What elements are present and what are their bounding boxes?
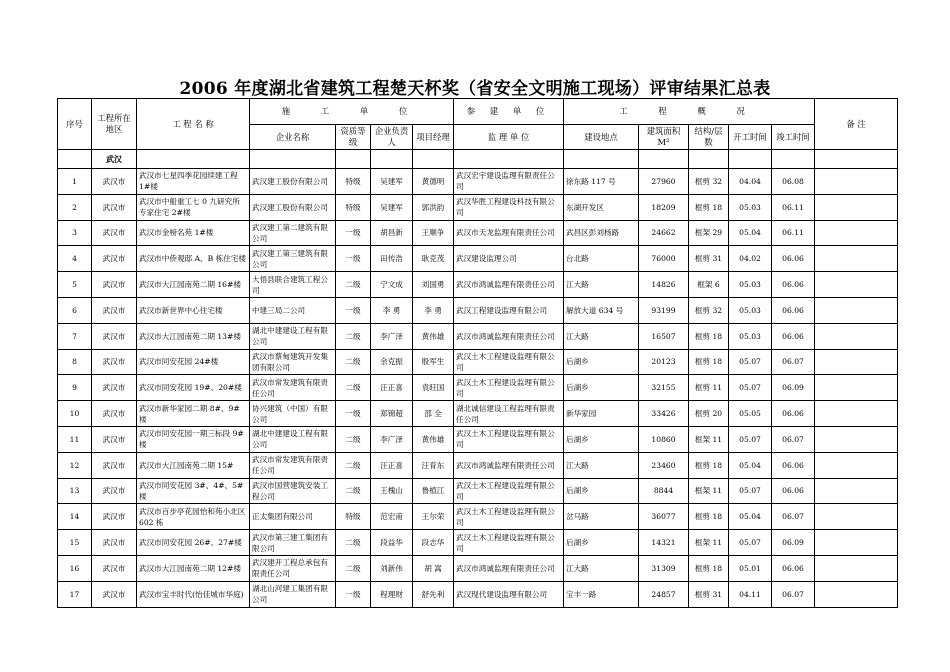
cell-end-time: 06.07 xyxy=(772,504,815,530)
cell-region: 武汉市 xyxy=(92,555,137,581)
cell-end-time: 06.06 xyxy=(772,323,815,349)
cell-project-manager: 鲁植江 xyxy=(413,478,454,504)
cell-region: 武汉市 xyxy=(92,530,137,556)
cell-supervision-unit: 武汉土木工程建设监理有限公司 xyxy=(454,426,564,452)
cell-structure-floors: 框架 29 xyxy=(689,220,729,246)
cell-project-manager: 王顺争 xyxy=(413,220,454,246)
header-region: 工程所在地区 xyxy=(92,99,137,150)
cell-project-name: 武汉市大江园南苑二期 13#楼 xyxy=(137,323,250,349)
cell-end-time: 06.09 xyxy=(772,375,815,401)
cell-project-name: 武汉市同安花园 24#楼 xyxy=(137,349,250,375)
cell-start-time: 05.01 xyxy=(729,555,772,581)
cell-seq: 10 xyxy=(58,401,92,427)
cell-qualification: 特级 xyxy=(336,194,371,220)
cell-location: 岔马路 xyxy=(564,504,639,530)
cell-region: 武汉市 xyxy=(92,246,137,272)
cell-project-name: 武汉市大江园南苑二期 12#楼 xyxy=(137,555,250,581)
cell-building-area: 36077 xyxy=(639,504,689,530)
cell-location: 后湖乡 xyxy=(564,426,639,452)
cell-company-head: 余克振 xyxy=(371,349,413,375)
header-construction-unit: 施 工 单 位 xyxy=(250,99,454,125)
cell-region: 武汉市 xyxy=(92,581,137,607)
cell-start-time: 05.04 xyxy=(729,452,772,478)
cell-supervision-unit: 武汉市鸿诚监理有限责任公司 xyxy=(454,323,564,349)
cell-seq: 14 xyxy=(58,504,92,530)
cell-project-manager: 黄伟雄 xyxy=(413,426,454,452)
cell-company-head: 田传浩 xyxy=(371,246,413,272)
cell-end-time: 06.06 xyxy=(772,452,815,478)
cell-remarks xyxy=(815,530,898,556)
cell-project-manager: 胡 嵩 xyxy=(413,555,454,581)
cell-building-area: 32155 xyxy=(639,375,689,401)
cell-qualification: 二级 xyxy=(336,530,371,556)
cell-supervision-unit: 武汉华胜工程建设科技有限公司 xyxy=(454,194,564,220)
cell-structure-floors: 框架 11 xyxy=(689,426,729,452)
header-location: 建设地点 xyxy=(564,125,639,150)
cell-company-name: 武汉市蔡甸建筑开发集团有限公司 xyxy=(250,349,336,375)
cell-region: 武汉市 xyxy=(92,375,137,401)
cell-seq: 12 xyxy=(58,452,92,478)
region-group-label: 武汉 xyxy=(92,150,137,169)
header-building-area: 建筑面积 M² xyxy=(639,125,689,150)
cell-building-area: 24857 xyxy=(639,581,689,607)
cell-company-head: 汪正喜 xyxy=(371,375,413,401)
header-participating-unit: 参 建 单 位 xyxy=(454,99,564,125)
cell-company-head: 汪正喜 xyxy=(371,452,413,478)
cell-building-area: 93199 xyxy=(639,297,689,323)
table-row xyxy=(58,169,898,195)
cell-company-name: 中建三局二公司 xyxy=(250,297,336,323)
cell-end-time: 06.06 xyxy=(772,272,815,298)
cell-building-area: 24662 xyxy=(639,220,689,246)
cell-end-time: 06.08 xyxy=(772,169,815,195)
cell-qualification: 二级 xyxy=(336,426,371,452)
header-seq: 序号 xyxy=(58,99,92,150)
cell-structure-floors: 框剪 18 xyxy=(689,452,729,478)
cell-location: 江大路 xyxy=(564,452,639,478)
cell-region: 武汉市 xyxy=(92,349,137,375)
cell-location: 后湖乡 xyxy=(564,530,639,556)
table-row xyxy=(58,504,898,530)
cell-structure-floors: 框剪 32 xyxy=(689,169,729,195)
cell-location: 宝丰一路 xyxy=(564,581,639,607)
cell-company-head: 刘新伟 xyxy=(371,555,413,581)
cell-location: 江大路 xyxy=(564,555,639,581)
cell-remarks xyxy=(815,349,898,375)
cell-start-time: 05.03 xyxy=(729,272,772,298)
cell-project-name: 武汉市同安花园 19#、20#楼 xyxy=(137,375,250,401)
cell-start-time: 05.07 xyxy=(729,375,772,401)
cell-remarks xyxy=(815,272,898,298)
cell-qualification: 二级 xyxy=(336,555,371,581)
cell-region: 武汉市 xyxy=(92,478,137,504)
cell-building-area: 23460 xyxy=(639,452,689,478)
cell-remarks xyxy=(815,323,898,349)
cell-building-area: 33426 xyxy=(639,401,689,427)
cell-building-area: 8844 xyxy=(639,478,689,504)
table-row xyxy=(58,375,898,401)
cell-company-name: 武汉市国营建筑安装工程公司 xyxy=(250,478,336,504)
cell-qualification: 一级 xyxy=(336,297,371,323)
cell-qualification: 特级 xyxy=(336,169,371,195)
cell-company-head: 李广泽 xyxy=(371,323,413,349)
cell-company-name: 大悟县联合建筑工程公司 xyxy=(250,272,336,298)
cell-end-time: 06.06 xyxy=(772,555,815,581)
cell-remarks xyxy=(815,246,898,272)
cell-project-name: 武汉市同安花园 3#、4#、5#楼 xyxy=(137,478,250,504)
cell-region: 武汉市 xyxy=(92,297,137,323)
cell-remarks xyxy=(815,581,898,607)
cell-remarks xyxy=(815,478,898,504)
cell-company-name: 武汉建开工程总承包有限责任公司 xyxy=(250,555,336,581)
header-company-name: 企业名称 xyxy=(250,125,336,150)
cell-supervision-unit: 武汉工程建设监理有限公司 xyxy=(454,297,564,323)
cell-company-name: 武汉市常发建筑有限责任公司 xyxy=(250,452,336,478)
table-row xyxy=(58,530,898,556)
cell-building-area: 27960 xyxy=(639,169,689,195)
cell-company-head: 吴建军 xyxy=(371,194,413,220)
cell-project-name: 武汉市同安花园 26#、27#楼 xyxy=(137,530,250,556)
table-row xyxy=(58,581,898,607)
header-remarks: 备 注 xyxy=(815,99,898,150)
cell-company-name: 正太集团有限公司 xyxy=(250,504,336,530)
cell-supervision-unit: 武汉土木工程建设监理有限公司 xyxy=(454,349,564,375)
cell-start-time: 05.05 xyxy=(729,401,772,427)
cell-seq: 17 xyxy=(58,581,92,607)
cell-project-manager: 黄伟雄 xyxy=(413,323,454,349)
cell-supervision-unit: 武汉土木工程建设监理有限公司 xyxy=(454,478,564,504)
cell-end-time: 06.06 xyxy=(772,297,815,323)
cell-start-time: 04.04 xyxy=(729,169,772,195)
cell-structure-floors: 框剪 18 xyxy=(689,194,729,220)
cell-building-area: 16507 xyxy=(639,323,689,349)
cell-project-name: 武汉市大江园南苑二期 15# xyxy=(137,452,250,478)
cell-seq: 13 xyxy=(58,478,92,504)
cell-start-time: 05.07 xyxy=(729,349,772,375)
cell-company-head: 宁文成 xyxy=(371,272,413,298)
cell-location: 后湖乡 xyxy=(564,478,639,504)
cell-company-head: 段益华 xyxy=(371,530,413,556)
cell-end-time: 06.07 xyxy=(772,349,815,375)
cell-structure-floors: 框架 6 xyxy=(689,272,729,298)
cell-company-name: 武汉建工第三建筑有限公司 xyxy=(250,246,336,272)
cell-project-name: 武汉市宝丰时代(怡佳城市华庭) xyxy=(137,581,250,607)
header-company-head: 企业负责人 xyxy=(371,125,413,150)
cell-structure-floors: 框剪 18 xyxy=(689,323,729,349)
cell-location: 武昌区彭刘杨路 xyxy=(564,220,639,246)
cell-qualification: 一级 xyxy=(336,246,371,272)
cell-project-name: 武汉市同安花园一期三标段 9#楼 xyxy=(137,426,250,452)
cell-end-time: 06.07 xyxy=(772,426,815,452)
cell-qualification: 二级 xyxy=(336,272,371,298)
cell-project-manager: 殷军生 xyxy=(413,349,454,375)
cell-building-area: 20123 xyxy=(639,349,689,375)
cell-end-time: 06.06 xyxy=(772,246,815,272)
table-row xyxy=(58,555,898,581)
header-project-overview: 工 程 概 况 xyxy=(564,99,815,125)
cell-remarks xyxy=(815,375,898,401)
cell-end-time: 06.06 xyxy=(772,478,815,504)
cell-supervision-unit: 武汉市鸿诚监理有限责任公司 xyxy=(454,555,564,581)
cell-location: 新华家园 xyxy=(564,401,639,427)
cell-supervision-unit: 武汉市鸿诚监理有限责任公司 xyxy=(454,452,564,478)
cell-project-manager: 段志华 xyxy=(413,530,454,556)
cell-region: 武汉市 xyxy=(92,452,137,478)
cell-start-time: 04.11 xyxy=(729,581,772,607)
cell-structure-floors: 框剪 32 xyxy=(689,297,729,323)
cell-project-name: 武汉市百步亭花园怡和苑小北区 602 栋 xyxy=(137,504,250,530)
cell-location: 东湖开发区 xyxy=(564,194,639,220)
cell-remarks xyxy=(815,169,898,195)
header-end-time: 竣工时间 xyxy=(772,125,815,150)
page-title: 2006 年度湖北省建筑工程楚天杯奖（省安全文明施工现场）评审结果汇总表 xyxy=(179,79,771,99)
header-qualification: 资质等级 xyxy=(336,125,371,150)
cell-start-time: 05.07 xyxy=(729,426,772,452)
cell-company-head: 李 勇 xyxy=(371,297,413,323)
cell-region: 武汉市 xyxy=(92,169,137,195)
cell-project-manager: 郭洪韵 xyxy=(413,194,454,220)
cell-company-name: 湖北中建建设工程有限公司 xyxy=(250,426,336,452)
cell-start-time: 05.07 xyxy=(729,530,772,556)
cell-region: 武汉市 xyxy=(92,194,137,220)
cell-location: 台北路 xyxy=(564,246,639,272)
cell-building-area: 14826 xyxy=(639,272,689,298)
cell-supervision-unit: 武汉建设监理公司 xyxy=(454,246,564,272)
cell-company-name: 湖北山河建工集团有限公司 xyxy=(250,581,336,607)
cell-seq: 1 xyxy=(58,169,92,195)
table-row xyxy=(58,297,898,323)
cell-company-name: 武汉建工股份有限公司 xyxy=(250,169,336,195)
cell-project-name: 武汉市金榜名苑 1#楼 xyxy=(137,220,250,246)
cell-project-manager: 王尔荣 xyxy=(413,504,454,530)
results-table xyxy=(57,98,898,608)
cell-remarks xyxy=(815,452,898,478)
cell-end-time: 06.11 xyxy=(772,220,815,246)
table-row xyxy=(58,323,898,349)
cell-region: 武汉市 xyxy=(92,426,137,452)
cell-location: 江大路 xyxy=(564,323,639,349)
cell-start-time: 05.07 xyxy=(729,478,772,504)
cell-building-area: 31309 xyxy=(639,555,689,581)
cell-qualification: 一级 xyxy=(336,581,371,607)
cell-structure-floors: 框剪 18 xyxy=(689,555,729,581)
cell-seq: 3 xyxy=(58,220,92,246)
cell-qualification: 二级 xyxy=(336,452,371,478)
cell-location: 江大路 xyxy=(564,272,639,298)
cell-project-manager: 黄德明 xyxy=(413,169,454,195)
cell-start-time: 05.04 xyxy=(729,220,772,246)
cell-company-name: 协兴建筑（中国）有限公司 xyxy=(250,401,336,427)
cell-end-time: 06.09 xyxy=(772,530,815,556)
table-row xyxy=(58,194,898,220)
cell-project-manager: 袁旺国 xyxy=(413,375,454,401)
cell-structure-floors: 框剪 18 xyxy=(689,504,729,530)
table-row xyxy=(58,349,898,375)
cell-company-name: 武汉建工股份有限公司 xyxy=(250,194,336,220)
cell-structure-floors: 框架 11 xyxy=(689,478,729,504)
cell-qualification: 特级 xyxy=(336,504,371,530)
cell-qualification: 二级 xyxy=(336,349,371,375)
cell-seq: 8 xyxy=(58,349,92,375)
cell-building-area: 14321 xyxy=(639,530,689,556)
cell-seq: 11 xyxy=(58,426,92,452)
cell-supervision-unit: 武汉宏宇建设监理有限责任公司 xyxy=(454,169,564,195)
cell-supervision-unit: 武汉土木工程建设监理有限公司 xyxy=(454,375,564,401)
cell-seq: 15 xyxy=(58,530,92,556)
cell-project-name: 武汉市大江园南苑二期 16#楼 xyxy=(137,272,250,298)
cell-region: 武汉市 xyxy=(92,323,137,349)
region-group-row xyxy=(58,150,898,169)
cell-building-area: 18209 xyxy=(639,194,689,220)
cell-seq: 6 xyxy=(58,297,92,323)
cell-supervision-unit: 武汉现代建设监理有限公司 xyxy=(454,581,564,607)
cell-project-manager: 刘国勇 xyxy=(413,272,454,298)
cell-building-area: 10860 xyxy=(639,426,689,452)
cell-project-name: 武汉市中船重工七 0 九研究所专家住宅 2#楼 xyxy=(137,194,250,220)
cell-seq: 16 xyxy=(58,555,92,581)
cell-supervision-unit: 武汉土木工程建设监理有限公司 xyxy=(454,530,564,556)
cell-region: 武汉市 xyxy=(92,504,137,530)
cell-region: 武汉市 xyxy=(92,272,137,298)
cell-seq: 2 xyxy=(58,194,92,220)
cell-remarks xyxy=(815,555,898,581)
cell-building-area: 76000 xyxy=(639,246,689,272)
cell-seq: 4 xyxy=(58,246,92,272)
cell-company-head: 范宏甫 xyxy=(371,504,413,530)
cell-supervision-unit: 武汉市鸿诚监理有限责任公司 xyxy=(454,272,564,298)
cell-qualification: 二级 xyxy=(336,375,371,401)
cell-project-manager: 舒先利 xyxy=(413,581,454,607)
cell-supervision-unit: 武汉市天龙监理有限责任公司 xyxy=(454,220,564,246)
cell-company-head: 程理财 xyxy=(371,581,413,607)
table-row xyxy=(58,272,898,298)
table-row xyxy=(58,401,898,427)
cell-seq: 7 xyxy=(58,323,92,349)
cell-company-name: 武汉建工第二建筑有限公司 xyxy=(250,220,336,246)
cell-seq: 9 xyxy=(58,375,92,401)
cell-project-name: 武汉市新华家园二期 8#、9#楼 xyxy=(137,401,250,427)
cell-start-time: 05.03 xyxy=(729,297,772,323)
cell-location: 后湖乡 xyxy=(564,375,639,401)
table-row xyxy=(58,246,898,272)
cell-remarks xyxy=(815,426,898,452)
cell-company-name: 武汉市常发建筑有限责任公司 xyxy=(250,375,336,401)
header-structure-floors: 结构/层数 xyxy=(689,125,729,150)
table-row xyxy=(58,220,898,246)
cell-remarks xyxy=(815,504,898,530)
cell-project-manager: 邵 全 xyxy=(413,401,454,427)
cell-end-time: 06.07 xyxy=(772,581,815,607)
cell-company-name: 湖北中建建设工程有限公司 xyxy=(250,323,336,349)
cell-company-head: 郑锦超 xyxy=(371,401,413,427)
cell-structure-floors: 框剪 20 xyxy=(689,401,729,427)
table-row xyxy=(58,478,898,504)
cell-company-head: 胡昌新 xyxy=(371,220,413,246)
cell-project-name: 武汉市中侨观邸 A、B 栋住宅楼 xyxy=(137,246,250,272)
cell-location: 后湖乡 xyxy=(564,349,639,375)
cell-project-manager: 汪育东 xyxy=(413,452,454,478)
cell-structure-floors: 框剪 31 xyxy=(689,581,729,607)
cell-start-time: 05.03 xyxy=(729,323,772,349)
header-project-manager: 项目经理 xyxy=(413,125,454,150)
cell-company-head: 李广泽 xyxy=(371,426,413,452)
cell-end-time: 06.06 xyxy=(772,401,815,427)
cell-start-time: 05.03 xyxy=(729,194,772,220)
cell-qualification: 一级 xyxy=(336,401,371,427)
cell-remarks xyxy=(815,297,898,323)
cell-qualification: 二级 xyxy=(336,323,371,349)
table-row xyxy=(58,426,898,452)
cell-region: 武汉市 xyxy=(92,220,137,246)
cell-remarks xyxy=(815,194,898,220)
cell-project-manager: 李 勇 xyxy=(413,297,454,323)
cell-location: 解放大道 634 号 xyxy=(564,297,639,323)
cell-start-time: 04.02 xyxy=(729,246,772,272)
header-project-name: 工 程 名 称 xyxy=(137,99,250,150)
cell-remarks xyxy=(815,401,898,427)
cell-region: 武汉市 xyxy=(92,401,137,427)
cell-structure-floors: 框剪 11 xyxy=(689,375,729,401)
cell-start-time: 05.04 xyxy=(729,504,772,530)
cell-end-time: 06.11 xyxy=(772,194,815,220)
cell-structure-floors: 框架 11 xyxy=(689,530,729,556)
table-row xyxy=(58,452,898,478)
cell-qualification: 一级 xyxy=(336,220,371,246)
cell-location: 徐东路 117 号 xyxy=(564,169,639,195)
cell-qualification: 二级 xyxy=(336,478,371,504)
cell-company-head: 王槐山 xyxy=(371,478,413,504)
header-supervision-unit: 监 理 单 位 xyxy=(454,125,564,150)
cell-seq: 5 xyxy=(58,272,92,298)
cell-structure-floors: 框剪 18 xyxy=(689,349,729,375)
cell-project-manager: 耿克茂 xyxy=(413,246,454,272)
cell-remarks xyxy=(815,220,898,246)
header-start-time: 开工时间 xyxy=(729,125,772,150)
cell-supervision-unit: 武汉土木工程建设监理有限公司 xyxy=(454,504,564,530)
cell-structure-floors: 框剪 31 xyxy=(689,246,729,272)
cell-supervision-unit: 湖北诚信建设工程监理有限责任公司 xyxy=(454,401,564,427)
cell-project-name: 武汉市七星四季花园续建工程 1#楼 xyxy=(137,169,250,195)
cell-company-head: 吴建军 xyxy=(371,169,413,195)
cell-company-name: 武汉市第三建工集团有限公司 xyxy=(250,530,336,556)
cell-project-name: 武汉市新世界中心住宅楼 xyxy=(137,297,250,323)
